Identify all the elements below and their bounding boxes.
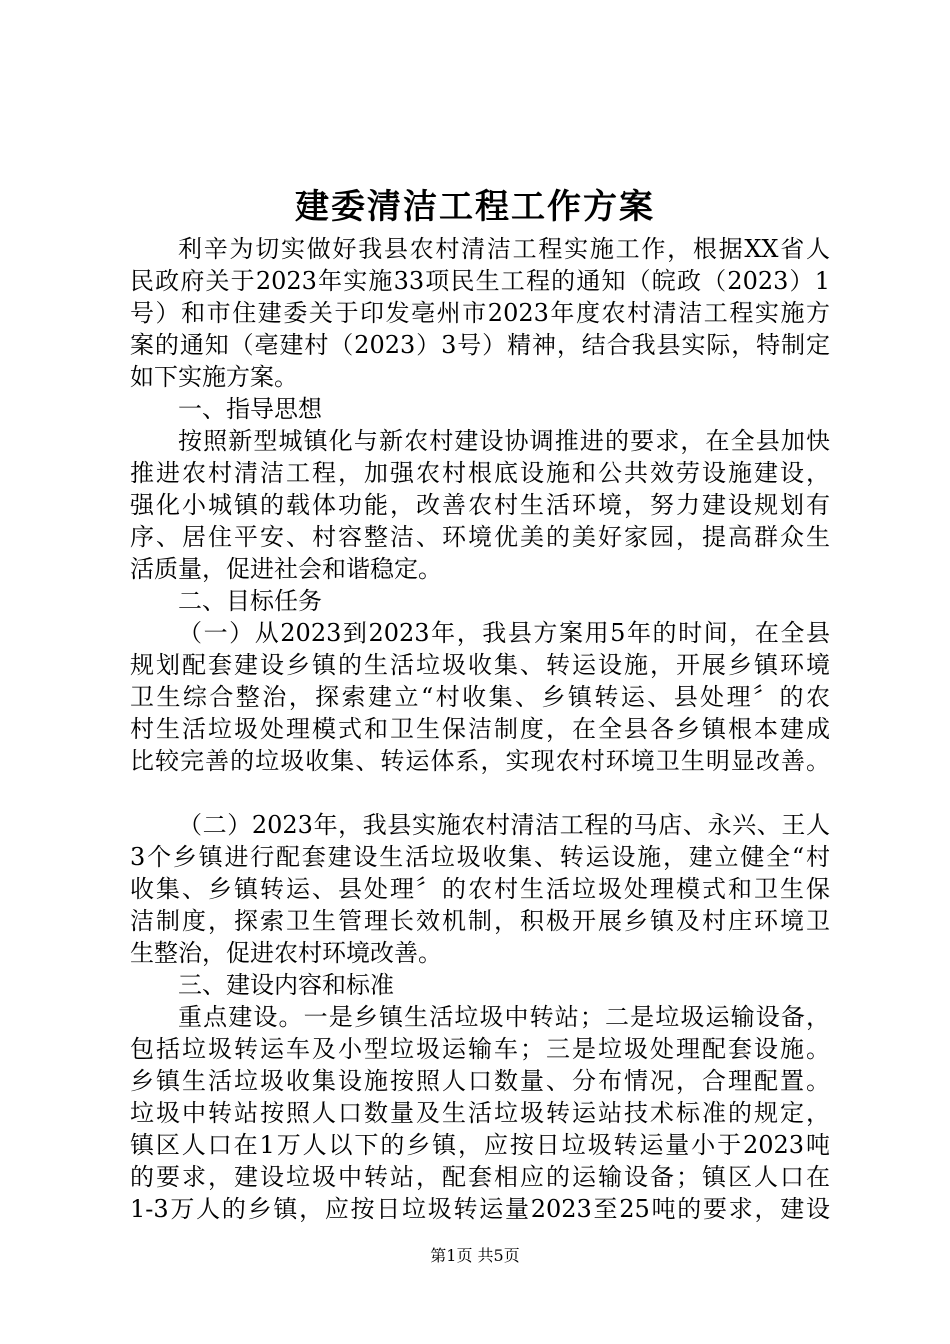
- section2-item2-line: 生整治，促进农村环境改善。: [130, 939, 442, 967]
- intro-line: 民政府关于2023年实施33项民生工程的通知（皖政（2023）1: [130, 267, 830, 295]
- section2-item1-line: 规划配套建设乡镇的生活垃圾收集、转运设施，开展乡镇环境: [130, 651, 830, 679]
- section3-line: 垃圾中转站按照人口数量及生活垃圾转运站技术标准的规定，: [130, 1099, 830, 1127]
- intro-line: 号）和市住建委关于印发亳州市2023年度农村清洁工程实施方: [130, 299, 830, 327]
- section3-line: 乡镇生活垃圾收集设施按照人口数量、分布情况，合理配置。: [130, 1067, 830, 1095]
- section1-line: 按照新型城镇化与新农村建设协调推进的要求，在全县加快: [178, 427, 830, 455]
- section2-item2-line: （二）2023年，我县实施农村清洁工程的马店、永兴、王人: [178, 811, 830, 839]
- section-heading-content-standards: 三、建设内容和标准: [178, 971, 394, 999]
- section1-line: 活质量，促进社会和谐稳定。: [130, 555, 442, 583]
- section3-line: 重点建设。一是乡镇生活垃圾中转站；二是垃圾运输设备，: [178, 1003, 830, 1031]
- section2-item1-line: 比较完善的垃圾收集、转运体系，实现农村环境卫生明显改善。: [130, 747, 830, 775]
- section3-line: 镇区人口在1万人以下的乡镇，应按日垃圾转运量小于2023吨: [130, 1131, 830, 1159]
- section-heading-goals: 二、目标任务: [178, 587, 322, 615]
- intro-line: 利辛为切实做好我县农村清洁工程实施工作，根据XX省人: [178, 235, 830, 263]
- document-title: 建委清洁工程工作方案: [295, 187, 655, 227]
- section2-item2-line: 收集、乡镇转运、县处理〞的农村生活垃圾处理模式和卫生保: [130, 875, 830, 903]
- paragraph-gap: [130, 777, 830, 809]
- section3-line: 的要求，建设垃圾中转站，配套相应的运输设备；镇区人口在: [130, 1163, 830, 1191]
- section-heading-guiding-thought: 一、指导思想: [178, 395, 322, 423]
- intro-line: 案的通知（亳建村（2023）3号）精神，结合我县实际，特制定: [130, 331, 830, 359]
- page-number: 第1页 共5页: [430, 1246, 520, 1265]
- section1-line: 强化小城镇的载体功能，改善农村生活环境，努力建设规划有: [130, 491, 830, 519]
- section3-line: 包括垃圾转运车及小型垃圾运输车；三是垃圾处理配套设施。: [130, 1035, 830, 1063]
- section2-item1-line: 卫生综合整治，探索建立“村收集、乡镇转运、县处理〞的农: [130, 683, 830, 711]
- section3-line: 1-3万人的乡镇，应按日垃圾转运量2023至25吨的要求，建设: [130, 1195, 830, 1223]
- section2-item2-line: 洁制度，探索卫生管理长效机制，积极开展乡镇及村庄环境卫: [130, 907, 830, 935]
- section2-item1-line: （一）从2023到2023年，我县方案用5年的时间，在全县: [178, 619, 830, 647]
- section2-item2-line: 3个乡镇进行配套建设生活垃圾收集、转运设施，建立健全“村: [130, 843, 830, 871]
- section2-item1-line: 村生活垃圾处理模式和卫生保洁制度，在全县各乡镇根本建成: [130, 715, 830, 743]
- document-body: [130, 233, 830, 1225]
- intro-line: 如下实施方案。: [130, 363, 298, 391]
- section1-line: 序、居住平安、村容整洁、环境优美的美好家园，提高群众生: [130, 523, 830, 551]
- section1-line: 推进农村清洁工程，加强农村根底设施和公共效劳设施建设，: [130, 459, 830, 487]
